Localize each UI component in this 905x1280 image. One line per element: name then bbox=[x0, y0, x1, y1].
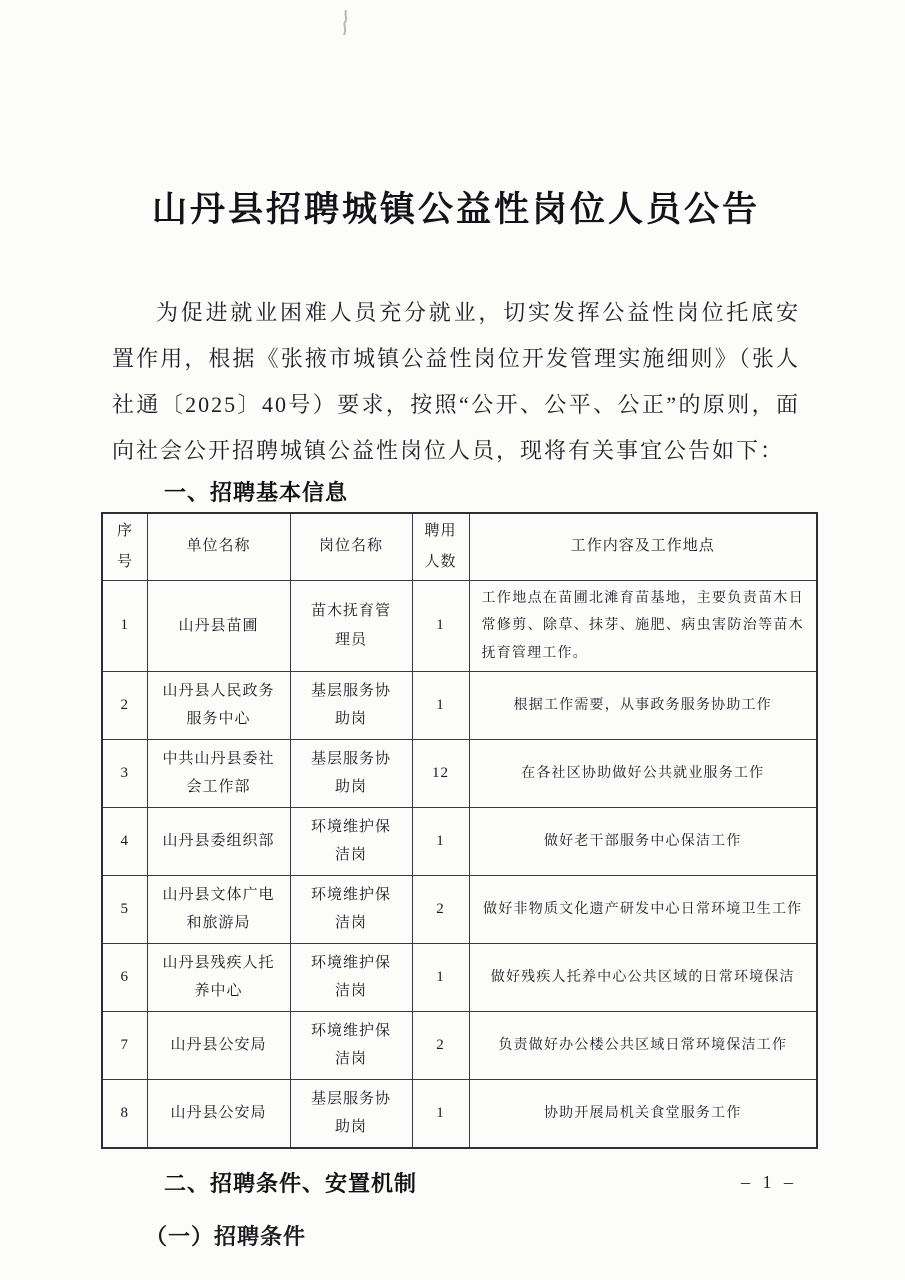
table-wrapper bbox=[101, 512, 804, 1149]
cell-seq: 5 bbox=[102, 875, 147, 943]
table-row bbox=[102, 943, 817, 1011]
cell-seq: 7 bbox=[102, 1011, 147, 1079]
table-row bbox=[102, 1079, 817, 1148]
cell-count: 1 bbox=[412, 671, 469, 739]
cell-description: 做好非物质文化遗产研发中心日常环境卫生工作 bbox=[469, 875, 817, 943]
table-row bbox=[102, 1011, 817, 1079]
cell-seq: 1 bbox=[102, 581, 147, 672]
header-cell: 岗位名称 bbox=[290, 513, 412, 581]
cell-position: 环境维护保洁岗 bbox=[290, 875, 412, 943]
section-heading-recruitment-info: 一、招聘基本信息 bbox=[164, 480, 349, 505]
cell-description: 在各社区协助做好公共就业服务工作 bbox=[469, 739, 817, 807]
header-cell: 单位名称 bbox=[147, 513, 290, 581]
cell-unit: 山丹县苗圃 bbox=[147, 581, 290, 672]
subsection-heading-recruit-conditions: （一）招聘条件 bbox=[145, 1223, 307, 1249]
section-heading-conditions: 二、招聘条件、安置机制 bbox=[164, 1170, 418, 1196]
table-row bbox=[102, 875, 817, 943]
cell-seq: 3 bbox=[102, 739, 147, 807]
table-header-row bbox=[102, 513, 817, 581]
cell-unit: 山丹县文体广电和旅游局 bbox=[147, 875, 290, 943]
cell-description: 做好老干部服务中心保洁工作 bbox=[469, 807, 817, 875]
cell-unit: 中共山丹县委社会工作部 bbox=[147, 739, 290, 807]
cell-description: 做好残疾人托养中心公共区域的日常环境保洁 bbox=[469, 943, 817, 1011]
page-title: 山丹县招聘城镇公益性岗位人员公告 bbox=[151, 190, 760, 229]
cell-count: 1 bbox=[412, 1079, 469, 1148]
cell-position: 基层服务协助岗 bbox=[290, 1079, 412, 1148]
cell-seq: 8 bbox=[102, 1079, 147, 1148]
cell-count: 2 bbox=[412, 1011, 469, 1079]
page-number: – 1 – bbox=[741, 1172, 797, 1192]
cell-unit: 山丹县公安局 bbox=[147, 1079, 290, 1148]
cell-unit: 山丹县公安局 bbox=[147, 1011, 290, 1079]
table-body bbox=[102, 581, 817, 1148]
cell-description: 根据工作需要，从事政务服务协助工作 bbox=[469, 671, 817, 739]
cell-count: 1 bbox=[412, 943, 469, 1011]
cell-position: 环境维护保洁岗 bbox=[290, 807, 412, 875]
cell-seq: 2 bbox=[102, 671, 147, 739]
cell-unit: 山丹县人民政务服务中心 bbox=[147, 671, 290, 739]
cell-count: 1 bbox=[412, 581, 469, 672]
recruitment-table bbox=[101, 512, 818, 1149]
cell-count: 1 bbox=[412, 807, 469, 875]
header-cell: 聘用人数 bbox=[412, 513, 469, 581]
cell-seq: 6 bbox=[102, 943, 147, 1011]
cell-seq: 4 bbox=[102, 807, 147, 875]
document-content bbox=[0, 182, 905, 1251]
header-cell: 工作内容及工作地点 bbox=[469, 513, 817, 581]
cell-count: 12 bbox=[412, 739, 469, 807]
cell-position: 苗木抚育管理员 bbox=[290, 581, 412, 672]
cell-description: 协助开展局机关食堂服务工作 bbox=[469, 1079, 817, 1148]
cell-description: 负责做好办公楼公共区域日常环境保洁工作 bbox=[469, 1011, 817, 1079]
table-row bbox=[102, 807, 817, 875]
cell-unit: 山丹县委组织部 bbox=[147, 807, 290, 875]
cell-unit: 山丹县残疾人托养中心 bbox=[147, 943, 290, 1011]
cell-position: 基层服务协助岗 bbox=[290, 739, 412, 807]
table-row bbox=[102, 671, 817, 739]
header-cell: 序号 bbox=[102, 513, 147, 581]
cell-description: 工作地点在苗圃北滩育苗基地，主要负责苗木日常修剪、除草、抹芽、施肥、病虫害防治等苗木抚育管理工作。 bbox=[469, 581, 817, 672]
cell-position: 基层服务协助岗 bbox=[290, 671, 412, 739]
table-row bbox=[102, 739, 817, 807]
cell-position: 环境维护保洁岗 bbox=[290, 1011, 412, 1079]
table-row bbox=[102, 581, 817, 672]
cell-position: 环境维护保洁岗 bbox=[290, 943, 412, 1011]
intro-paragraph: 为促进就业困难人员充分就业，切实发挥公益性岗位托底安置作用，根据《张掖市城镇公益性岗位开发管理实施细则》（张人社通〔2025〕40号）要求，按照“公开、公平、公正”的原则，面向社会公开招聘城镇公益性岗位人员，现将有关事宜公告如下： bbox=[112, 300, 800, 463]
table-head bbox=[102, 513, 817, 581]
cell-count: 2 bbox=[412, 875, 469, 943]
scan-artifact bbox=[336, 8, 354, 38]
